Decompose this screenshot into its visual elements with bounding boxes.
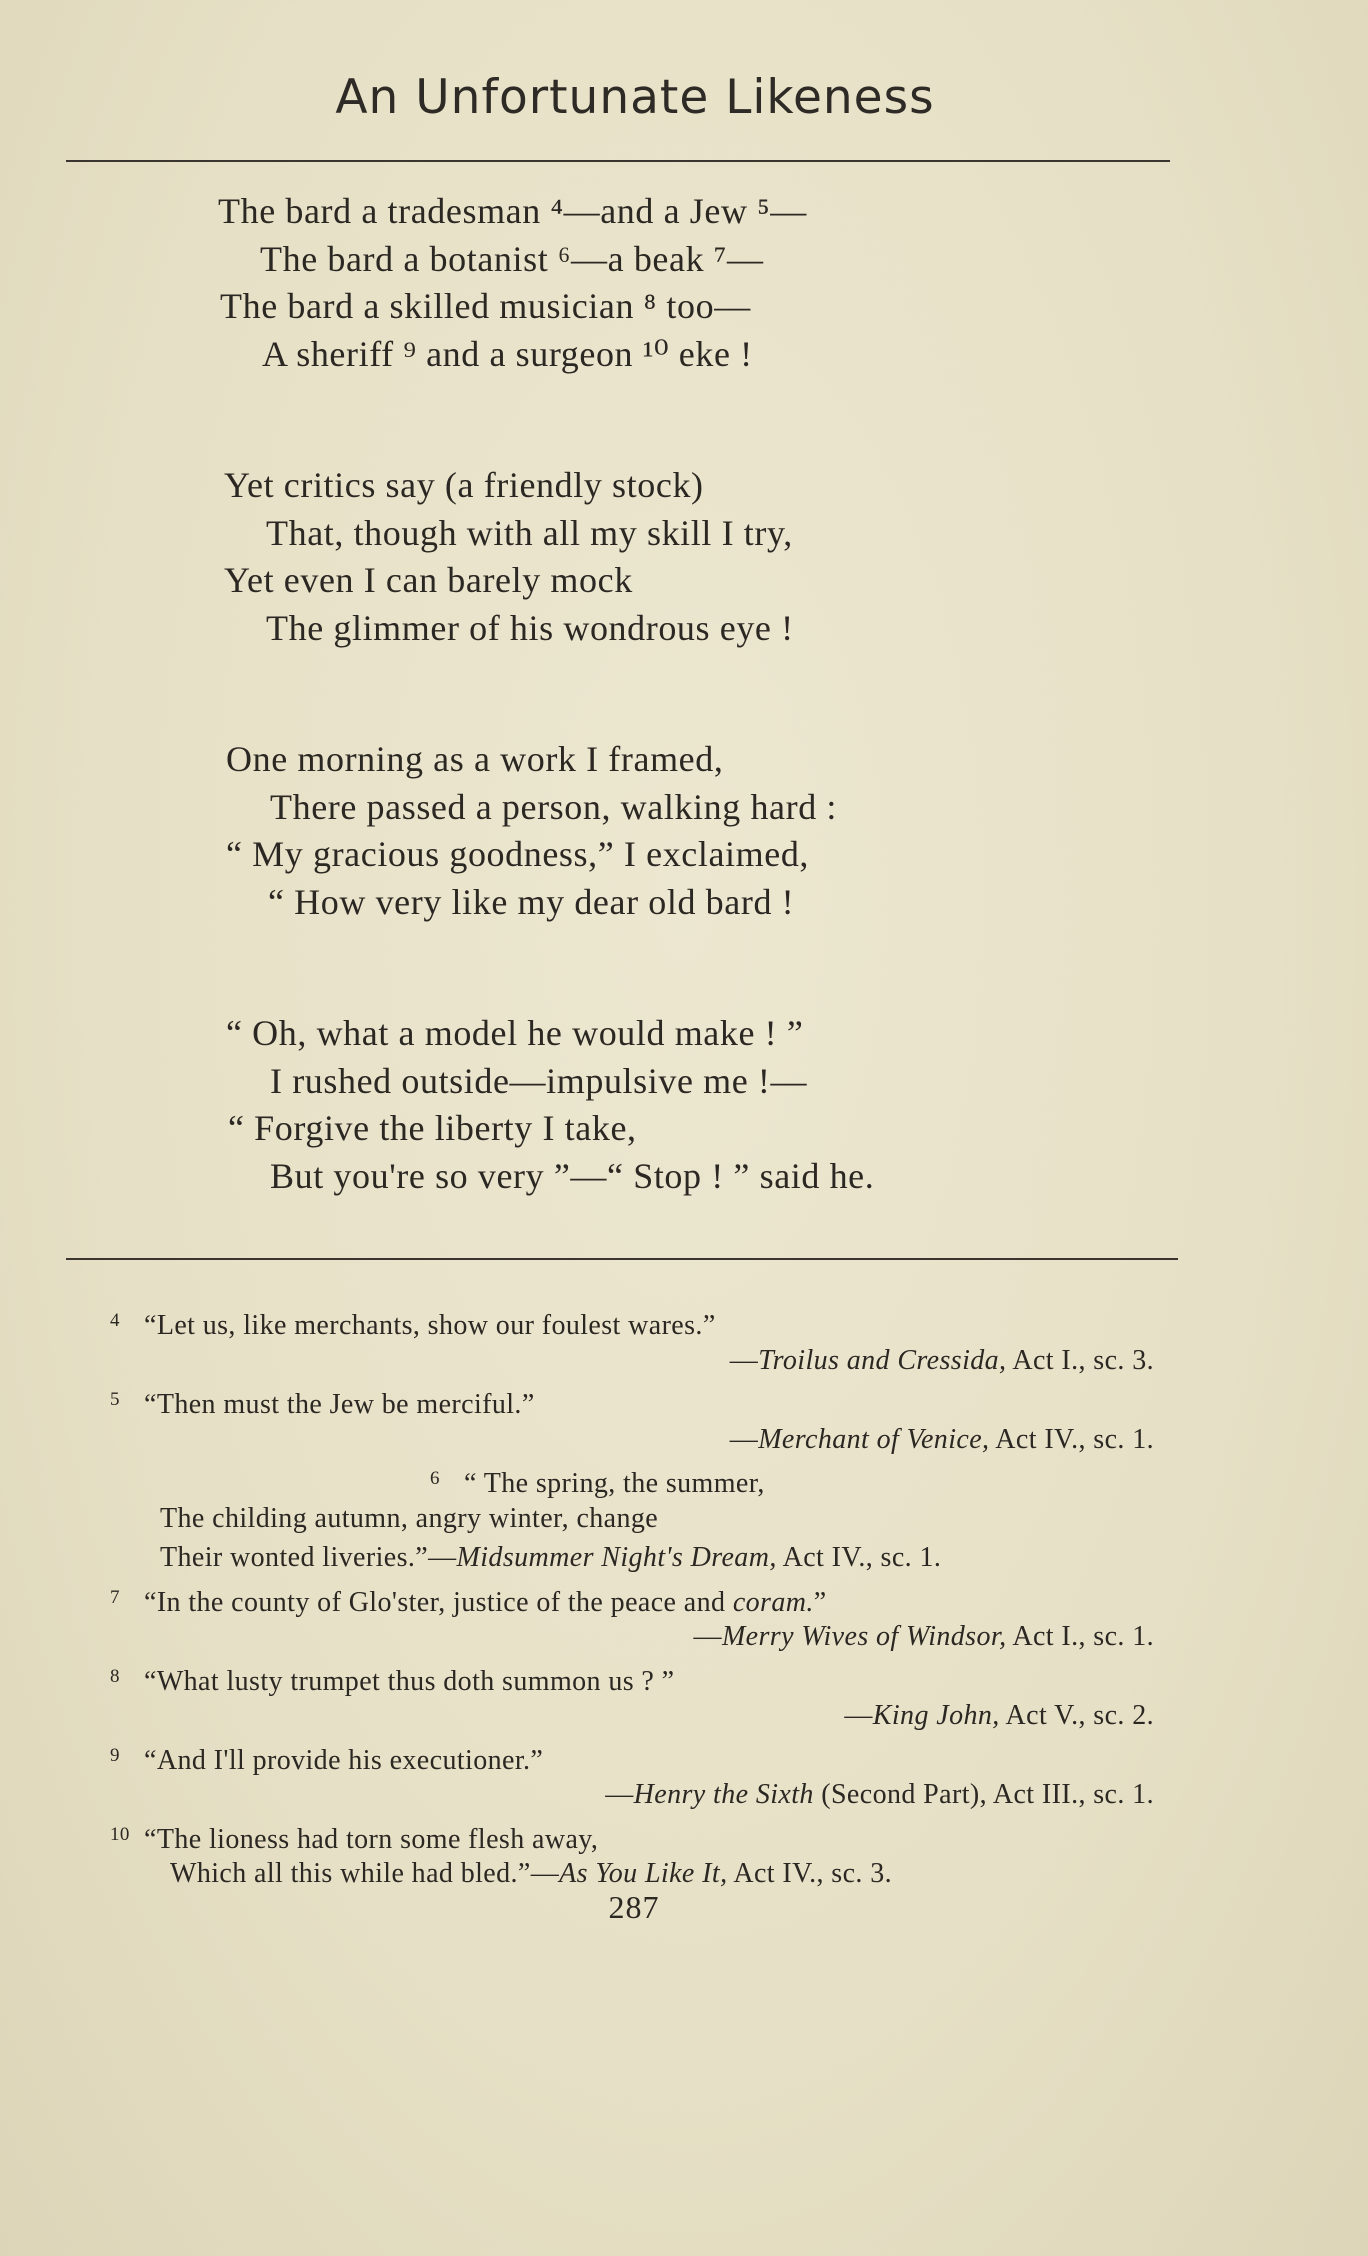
source-dash: — xyxy=(605,1779,634,1810)
footnote-number: 9 xyxy=(110,1744,120,1766)
footnote-quote: “The lioness had torn some flesh away, xyxy=(144,1823,599,1855)
footnote-4 xyxy=(110,1301,1368,1341)
footnote-number: 4 xyxy=(110,1310,120,1331)
source-title: As You Like It, xyxy=(559,1858,728,1889)
footnote-quote-italic: coram. xyxy=(732,1586,814,1618)
poem-line: That, though with all my skill I try, xyxy=(266,512,793,553)
stanza-1 xyxy=(0,188,1368,378)
footnote-number: 7 xyxy=(110,1586,120,1608)
source-title: Midsummer Night's Dream, xyxy=(456,1542,777,1573)
page-number: 287 xyxy=(608,1889,660,1925)
footnote-8-source xyxy=(0,1696,1154,1736)
footnote-quote-end: ” xyxy=(813,1586,827,1618)
source-title: King John, xyxy=(872,1700,1000,1731)
poem-line: A sheriff ⁹ and a surgeon ¹⁰ eke ! xyxy=(262,333,753,374)
source-title: Troilus and Cressida, xyxy=(758,1344,1007,1376)
footnote-number: 6 xyxy=(430,1468,440,1489)
poem-line: The glimmer of his wondrous eye ! xyxy=(266,607,794,648)
footnote-10-line-2 xyxy=(170,1854,1368,1894)
poem-line: I rushed outside—impulsive me !— xyxy=(270,1060,808,1101)
footnote-quote: “What lusty trumpet thus doth summon us ? ” xyxy=(144,1665,675,1697)
poem-line: “ Oh, what a model he would make ! ” xyxy=(226,1013,804,1053)
poem-line: The bard a skilled musician ⁸ too— xyxy=(220,286,751,326)
poem xyxy=(0,188,1368,1284)
footnotes xyxy=(0,1301,1368,1894)
footnote-9-source xyxy=(0,1775,1154,1815)
footnote-6-line-2: The childing autumn, angry winter, change xyxy=(160,1502,659,1534)
footnote-number: 10 xyxy=(110,1823,130,1845)
source-ref: Act IV., sc. 1. xyxy=(989,1423,1154,1455)
source-ref: Act I., sc. 1. xyxy=(1006,1621,1154,1652)
footnote-6-line-3 xyxy=(160,1538,1368,1578)
poem-line: The bard a botanist ⁶—a beak ⁷— xyxy=(260,238,764,279)
poem-line: There passed a person, walking hard : xyxy=(270,786,838,827)
footnote-7-source xyxy=(0,1617,1154,1657)
footnote-5-source xyxy=(0,1420,1154,1460)
footnote-number: 5 xyxy=(110,1389,120,1410)
source-dash: — xyxy=(729,1344,759,1376)
footnote-number: 8 xyxy=(110,1665,120,1687)
footnote-quote: “Let us, like merchants, show our foulest wares.” xyxy=(144,1310,716,1341)
footnote-8 xyxy=(110,1657,1368,1697)
stanza-2 xyxy=(0,462,1368,652)
source-title: Henry the Sixth xyxy=(633,1779,814,1810)
footnote-4-source xyxy=(0,1341,1154,1381)
poem-line: One morning as a work I framed, xyxy=(226,739,724,779)
footnote-9 xyxy=(110,1736,1368,1776)
poem-line: “ Forgive the liberty I take, xyxy=(228,1108,637,1148)
footnote-rule xyxy=(66,1258,1178,1260)
footnote-quote: “Then must the Jew be merciful.” xyxy=(144,1389,535,1420)
stanza-3 xyxy=(0,736,1368,926)
source-ref: Act IV., sc. 3. xyxy=(727,1858,893,1889)
footnote-7 xyxy=(110,1578,1368,1618)
poem-line: Yet even I can barely mock xyxy=(224,560,633,600)
poem-line: The bard a tradesman ⁴—and a Jew ⁵— xyxy=(218,191,807,231)
source-ref: Act I., sc. 3. xyxy=(1006,1344,1154,1376)
footnote-quote: Their wonted liveries.”— xyxy=(160,1542,457,1573)
source-dash: — xyxy=(693,1621,722,1652)
source-ref: Act IV., sc. 1. xyxy=(776,1542,942,1573)
header-rule xyxy=(66,160,1170,162)
source-title: Merry Wives of Windsor, xyxy=(721,1621,1007,1652)
source-ref: Act V., sc. 2. xyxy=(999,1700,1154,1731)
running-head: An Unfortunate Likeness xyxy=(335,70,935,125)
footnote-quote: “ The spring, the summer, xyxy=(464,1468,765,1499)
footnote-5 xyxy=(110,1380,1368,1420)
footnote-quote: Which all this while had bled.”— xyxy=(170,1858,560,1889)
footnote-10 xyxy=(110,1815,1368,1855)
source-dash: — xyxy=(729,1423,759,1455)
poem-line: “ My gracious goodness,” I exclaimed, xyxy=(226,834,810,874)
footnote-6 xyxy=(430,1459,1368,1499)
poem-line: But you're so very ”—“ Stop ! ” said he. xyxy=(270,1155,875,1196)
source-title: Merchant of Venice, xyxy=(758,1423,990,1455)
footnote-quote: “In the county of Glo'ster, justice of the peace and xyxy=(144,1586,733,1618)
poem-line: “ How very like my dear old bard ! xyxy=(268,881,795,922)
stanza-4 xyxy=(0,1010,1368,1200)
source-ref: (Second Part), Act III., sc. 1. xyxy=(813,1779,1154,1810)
poem-line: Yet critics say (a friendly stock) xyxy=(224,465,704,505)
source-dash: — xyxy=(844,1700,873,1731)
footnote-quote: “And I'll provide his executioner.” xyxy=(144,1744,544,1776)
